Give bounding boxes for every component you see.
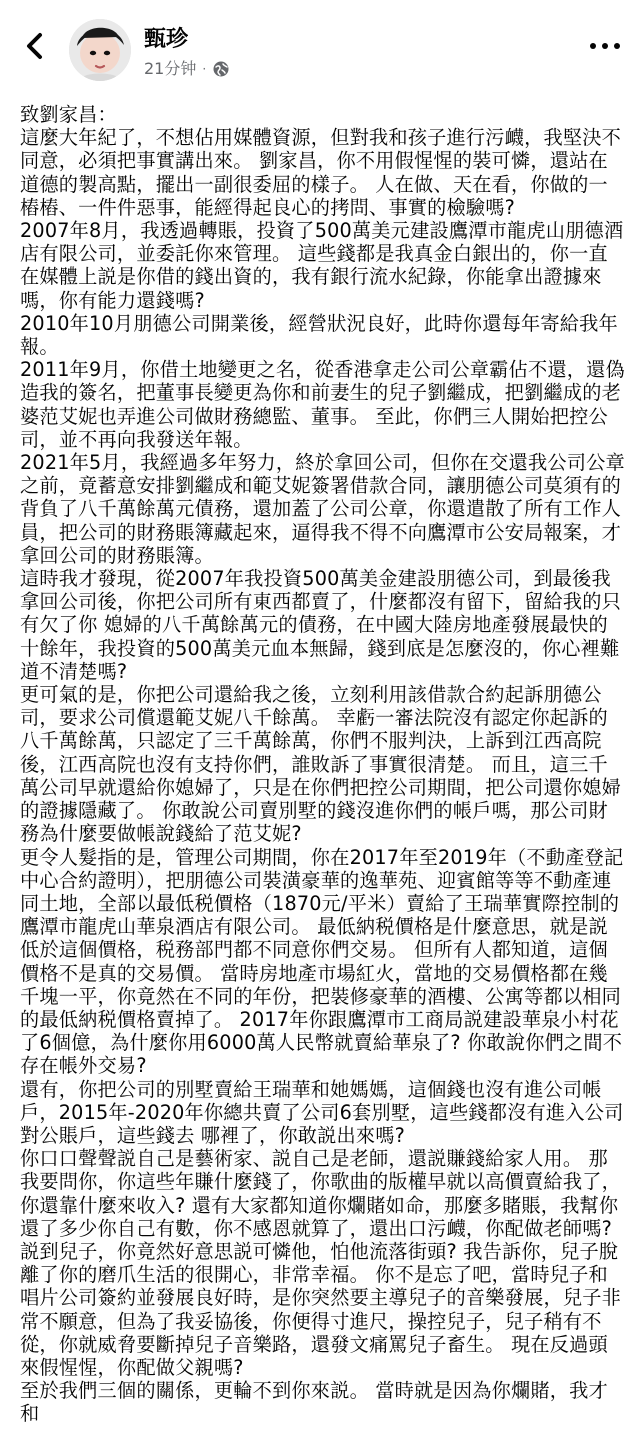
post-paragraph-truncated: 至於我們三個的關係，更輪不到你來説。 當時就是因為你爛賭，我才和	[20, 1379, 608, 1426]
globe-icon[interactable]	[212, 60, 230, 78]
post-paragraph: 2007年8月，我透過轉賬，投資了500萬美元建設鷹潭市龍虎山朋德酒店有限公司，並委託你來管理。 這些錢都是我真金白銀出的，你一直在媒體上説是你借的錢出資的，我有銀行流水紀錄，你能拿出證據來嗎，你有能力還錢嗎?	[20, 219, 624, 312]
post-paragraph: 這麼大年紀了，不想佔用媒體資源，但對我和孩子進行污衊，我堅決不同意，必須把事實講出來。 劉家昌，你不用假惺惺的裝可憐，還站在道德的製高點，擺出一副很委屈的樣子。 人在做、天在看，你做的一樁樁、一件件惡事，能經得起良心的拷問、事實的檢驗嗎?	[20, 126, 622, 219]
post-body	[20, 103, 626, 1426]
post-paragraph: 更令人髮指的是，管理公司期間，你在2017年至2019年（不動產登記中心合約證明），把朋德公司裝潢豪華的逸華苑、迎賓館等等不動產連同土地，全部以最低税價格（1870元/平米）賣給了王瑞華實際控制的鷹潭市龍虎山華泉酒店有限公司。 最低納税價格是什麼意思，就是説低於這個價格，税務部門都不同意你們交易。 但所有人都知道，這個價格不是真的交易價。 當時房地產市場紅火，當地的交易價格都在幾千塊一平，你竟然在不同的年份，把裝修豪華的酒樓、公寓等都以相同的最低納税價格賣掉了。 2017年你跟鷹潭市工商局説建設華泉小村花了6個億，為什麼你用6000萬人民幣就賣給華泉了? 你敢說你們之間不存在帳外交易?	[20, 845, 624, 1078]
post-paragraph: 2011年9月，你借土地變更之名，從香港拿走公司公章霸佔不還，還偽造我的簽名，把董事長變更為你和前妻生的兒子劉繼成，把劉繼成的老婆范艾妮也弄進公司做財務總監、董事。 至此，你們三人開始把控公司，並不再向我發送年報。	[20, 358, 625, 451]
post-meta	[144, 59, 230, 79]
more-horizontal-icon	[588, 42, 622, 50]
chevron-left-icon	[23, 32, 45, 60]
post-paragraph: 這時我才發現，從2007年我投資500萬美金建設朋德公司，到最後我拿回公司後，你把公司所有東西都賣了，什麼都沒有留下，留給我的只有欠了你 媳婦的八千萬餘萬元的債務，在中國大陸房地產發展最快的十餘年，我投資的500萬美元血本無歸，錢到底是怎麼沒的，你心裡難道不清楚嗎?	[20, 567, 622, 683]
post-paragraph: 2010年10月朋德公司開業後，經營狀況良好，此時你還每年寄給我年報。	[20, 311, 618, 359]
author-name[interactable]: 甄珍	[144, 27, 189, 52]
post-paragraph: 2021年5月，我經過多年努力，終於拿回公司，但你在交還我公司公章之前，竟蓄意安排劉繼成和範艾妮簽署借款合同，讓朋德公司莫須有的背負了八千萬餘萬元債務，還加蓋了公司公章，你還遣散了所有工作人員，把公司的財務賬簿藏起來，逼得我不得不向鷹潭市公安局報案，才拿回公司的財務賬簿。	[20, 451, 625, 567]
post-header	[0, 0, 640, 90]
more-options-button[interactable]	[585, 36, 625, 56]
back-button[interactable]	[14, 26, 54, 66]
post-paragraph-greeting: 致劉家昌：	[20, 103, 117, 126]
post-time[interactable]: 21分钟	[144, 59, 197, 78]
avatar[interactable]	[69, 19, 131, 81]
post-paragraph: 更可氣的是，你把公司還給我之後，立刻利用該借款合約起訴朋德公司，要求公司償還範艾妮八千餘萬。 幸虧一審法院沒有認定你起訴的八千萬餘萬，只認定了三千萬餘萬，你們不服判決，上訴到江西高院後，江西高院也沒有支持你們，誰敗訴了事實很清楚。 而且，這三千萬公司早就還給你媳婦了，只是在你們把控公司期間，把公司還你媳婦的證據隱藏了。 你敢說公司賣別墅的錢沒進你們的帳戶嗎，那公司財務為什麼要做帳說錢給了范艾妮?	[20, 683, 622, 846]
post-paragraph: 你口口聲聲説自己是藝術家、説自己是老師，還説賺錢給家人用。 那我要問你，你這些年賺什麼錢了，你歌曲的版權早就以高價賣給我了，你還靠什麼來收入? 還有大家都知道你爛賭如命，那麼多賭賬，我幫你還了多少你自己有數，你不感恩就算了，還出口污衊，你配做老師嗎?	[20, 1147, 622, 1240]
post-paragraph: 説到兒子，你竟然好意思説可憐他，怕他流落街頭? 我告訴你，兒子脫離了你的磨爪生活的很開心，非常幸福。 你不是忘了吧，當時兒子和唱片公司簽約並發展良好時，是你突然要主導兒子的音樂發展，兒子非常不願意，但為了我妥協後，你便得寸進尺，操控兒子，兒子稍有不從，你就威脅要斷掉兒子音樂路，還發文痛罵兒子畜生。 現在反過頭來假惺惺，你配做父親嗎?	[20, 1239, 622, 1379]
post-paragraph: 還有，你把公司的別墅賣給王瑞華和她媽媽，這個錢也沒有進公司帳戶，2015年-2020年你總共賣了公司6套別墅，這些錢都沒有進入公司對公賬戶，這些錢去 哪裡了，你敢説出來嗎?	[20, 1077, 624, 1147]
meta-separator: ·	[202, 62, 207, 76]
profile-portrait	[69, 19, 131, 81]
